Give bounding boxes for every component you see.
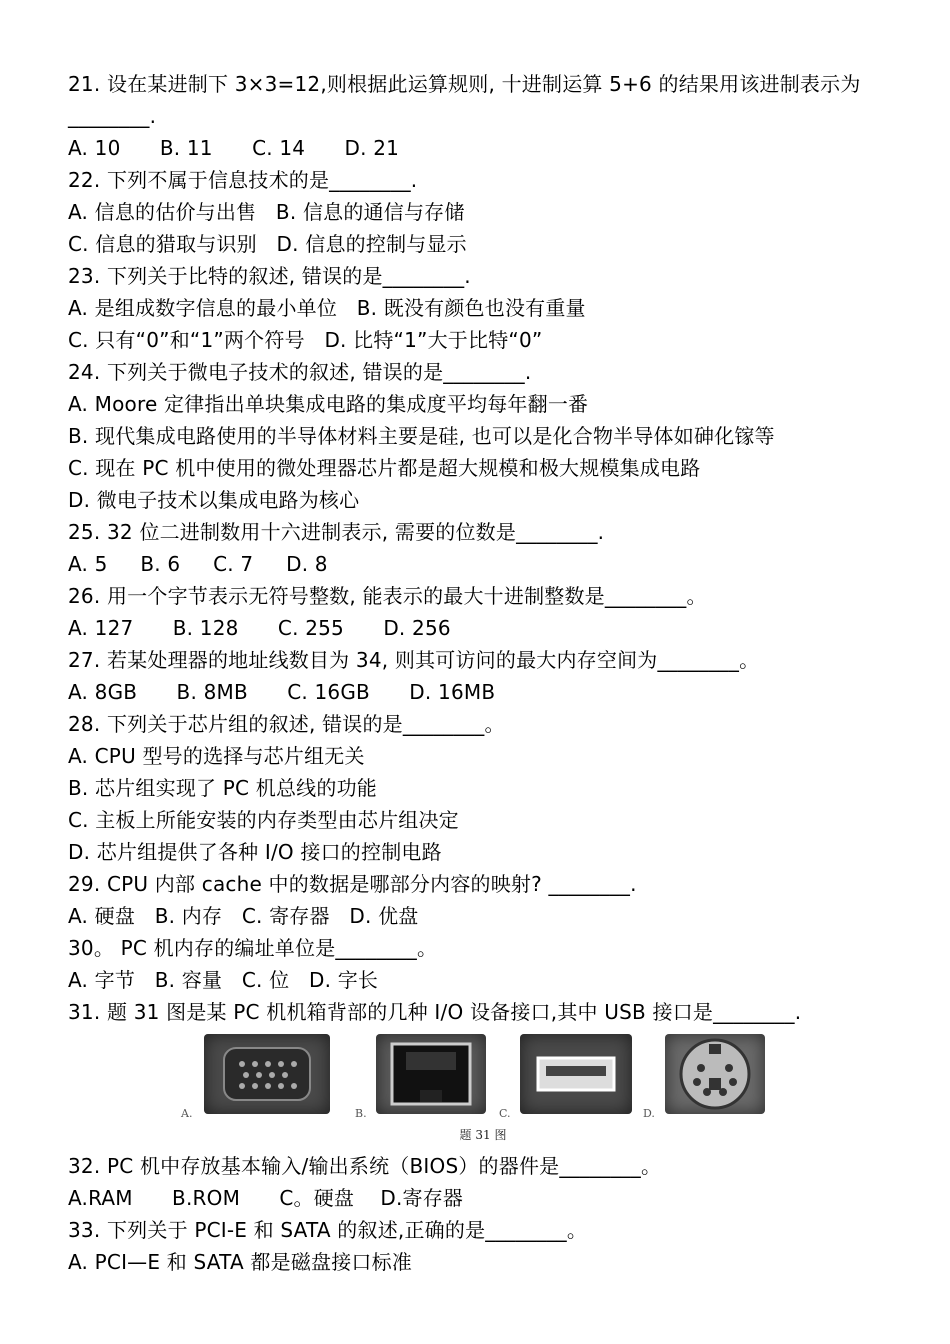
- usb-port-icon: [520, 1034, 632, 1114]
- question-22-options-cd: C. 信息的猎取与识别 D. 信息的控制与显示: [68, 232, 467, 256]
- figure-label-b: B.: [355, 1107, 367, 1120]
- question-28-option-c: C. 主板上所能安装的内存类型由芯片组决定: [68, 808, 459, 832]
- ethernet-port-icon: [376, 1034, 486, 1114]
- question-page: [68, 68, 898, 1278]
- question-22-options-ab: A. 信息的估价与出售 B. 信息的通信与存储: [68, 200, 465, 224]
- question-23-options-ab: A. 是组成数字信息的最小单位 B. 既没有颜色也没有重量: [68, 296, 586, 320]
- question-21-options: A. 10 B. 11 C. 14 D. 21: [68, 136, 400, 160]
- question-26-options: A. 127 B. 128 C. 255 D. 256: [68, 616, 451, 640]
- vga-port-photo: [204, 1034, 330, 1114]
- question-28-option-a: A. CPU 型号的选择与芯片组无关: [68, 744, 365, 768]
- question-24-option-a: A. Moore 定律指出单块集成电路的集成度平均每年翻一番: [68, 392, 589, 416]
- question-21-text: 21. 设在某进制下 3×3=12,则根据此运算规则, 十进制运算 5+6 的结果用该进制表示为________.: [68, 72, 861, 128]
- io-ports-figure: [68, 1034, 898, 1124]
- question-26-text: 26. 用一个字节表示无符号整数, 能表示的最大十进制整数是________。: [68, 584, 707, 608]
- question-28-text: 28. 下列关于芯片组的叙述, 错误的是________。: [68, 712, 505, 736]
- question-24-option-d: D. 微电子技术以集成电路为核心: [68, 488, 360, 512]
- question-30-options: A. 字节 B. 容量 C. 位 D. 字长: [68, 968, 379, 992]
- question-31-text: 31. 题 31 图是某 PC 机机箱背部的几种 I/O 设备接口,其中 USB 接口是________.: [68, 1000, 802, 1024]
- figure-label-a: A.: [181, 1107, 193, 1120]
- question-33-text: 33. 下列关于 PCI-E 和 SATA 的叙述,正确的是________。: [68, 1218, 588, 1242]
- ps2-port-photo: [665, 1034, 765, 1114]
- question-30-text: 30。 PC 机内存的编址单位是________。: [68, 936, 438, 960]
- ps2-port-icon: [665, 1034, 765, 1114]
- question-25-text: 25. 32 位二进制数用十六进制表示, 需要的位数是________.: [68, 520, 605, 544]
- question-25-options: A. 5 B. 6 C. 7 D. 8: [68, 552, 328, 576]
- question-23-text: 23. 下列关于比特的叙述, 错误的是________.: [68, 264, 471, 288]
- figure-caption: 题 31 图: [459, 1128, 507, 1142]
- question-27-text: 27. 若某处理器的地址线数目为 34, 则其可访问的最大内存空间为________。: [68, 648, 760, 672]
- question-28-option-b: B. 芯片组实现了 PC 机总线的功能: [68, 776, 377, 800]
- question-32-options: A.RAM B.ROM C。硬盘 D.寄存器: [68, 1186, 464, 1210]
- figure-label-c: C.: [499, 1107, 511, 1120]
- question-29-text: 29. CPU 内部 cache 中的数据是哪部分内容的映射? ________.: [68, 872, 637, 896]
- question-22-text: 22. 下列不属于信息技术的是________.: [68, 168, 418, 192]
- question-28-option-d: D. 芯片组提供了各种 I/O 接口的控制电路: [68, 840, 442, 864]
- figure-label-d: D.: [643, 1107, 655, 1120]
- question-27-options: A. 8GB B. 8MB C. 16GB D. 16MB: [68, 680, 496, 704]
- vga-port-icon: [204, 1034, 330, 1114]
- rj45-port-photo: [376, 1034, 486, 1114]
- question-24-option-c: C. 现在 PC 机中使用的微处理器芯片都是超大规模和极大规模集成电路: [68, 456, 701, 480]
- question-23-options-cd: C. 只有“0”和“1”两个符号 D. 比特“1”大于比特“0”: [68, 328, 543, 352]
- usb-port-photo: [520, 1034, 632, 1114]
- question-32-text: 32. PC 机中存放基本输入/输出系统（BIOS）的器件是________。: [68, 1154, 662, 1178]
- question-29-options: A. 硬盘 B. 内存 C. 寄存器 D. 优盘: [68, 904, 419, 928]
- question-24-option-b: B. 现代集成电路使用的半导体材料主要是硅, 也可以是化合物半导体如砷化镓等: [68, 424, 775, 448]
- question-33-option-a: A. PCI—E 和 SATA 都是磁盘接口标准: [68, 1250, 413, 1274]
- question-24-text: 24. 下列关于微电子技术的叙述, 错误的是________.: [68, 360, 532, 384]
